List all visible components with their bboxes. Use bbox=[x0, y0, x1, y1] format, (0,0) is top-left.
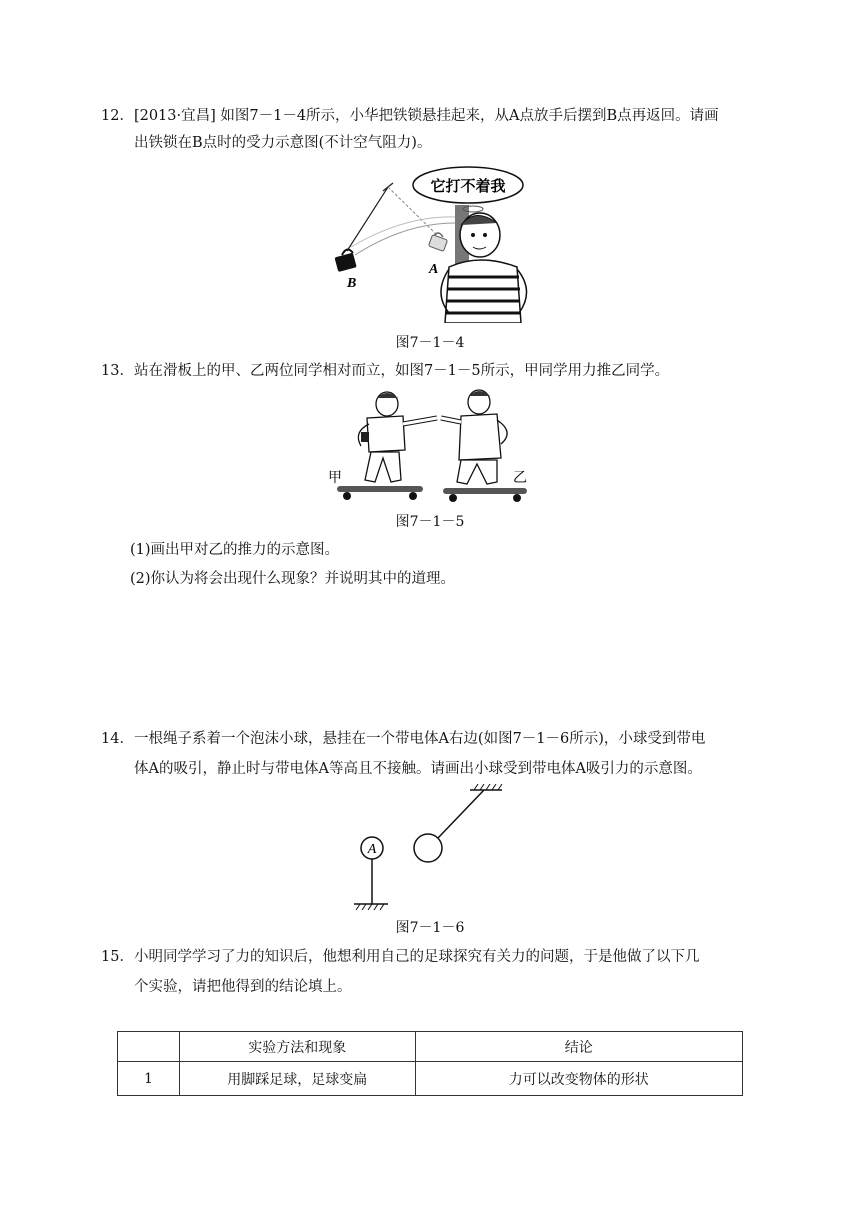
figure-7-1-4-caption: 图7－1－4 bbox=[395, 335, 465, 351]
label-yi: 乙 bbox=[513, 470, 527, 486]
figure-7-1-4 bbox=[325, 163, 535, 323]
speech-bubble-text: 它打不着我 bbox=[430, 177, 506, 195]
lock-at-b-icon bbox=[334, 249, 356, 272]
table-header-cell: 结论 bbox=[415, 1032, 742, 1062]
q12-text-line2: 出铁锁在B点时的受力示意图(不计空气阻力)。 bbox=[134, 135, 432, 151]
string bbox=[438, 790, 484, 838]
q13-sub1: (1)画出甲对乙的推力的示意图。 bbox=[130, 542, 340, 558]
table-header-row bbox=[118, 1032, 743, 1062]
table-cell: 用脚踩足球，足球变扁 bbox=[179, 1062, 415, 1096]
figure-7-1-5-caption: 图7－1－5 bbox=[395, 514, 465, 530]
figure-7-1-6 bbox=[350, 784, 510, 914]
table-cell: 力可以改变物体的形状 bbox=[415, 1062, 742, 1096]
table-cell: 1 bbox=[118, 1062, 180, 1096]
q13-sub2: (2)你认为将会出现什么现象？并说明其中的道理。 bbox=[130, 571, 456, 587]
label-a-charged: A bbox=[367, 842, 377, 857]
label-a: A bbox=[429, 262, 439, 277]
pendulum-string-b bbox=[347, 187, 388, 251]
label-jia: 甲 bbox=[328, 470, 342, 486]
table-header-cell bbox=[118, 1032, 180, 1062]
table-row bbox=[118, 1062, 743, 1096]
figure-7-1-5 bbox=[325, 388, 535, 504]
q15-text-line1: 15．小明同学学习了力的知识后，他想利用自己的足球探究有关力的问题，于是他做了以下几 bbox=[101, 949, 700, 965]
q14-text-line2: 体A的吸引，静止时与带电体A等高且不接触。请画出小球受到带电体A吸引力的示意图。 bbox=[134, 761, 702, 777]
q14-text-line1: 14．一根绳子系着一个泡沫小球，悬挂在一个带电体A右边(如图7－1－6所示)，小球受到带电 bbox=[101, 731, 706, 747]
foam-ball bbox=[414, 834, 442, 862]
student-jia-figure bbox=[337, 392, 437, 500]
ground-mount bbox=[354, 904, 388, 910]
q13-text-line1: 13．站在滑板上的甲、乙两位同学相对而立，如图7－1－5所示，甲同学用力推乙同学。 bbox=[101, 363, 670, 379]
lock-at-a-icon bbox=[428, 233, 447, 251]
label-b: B bbox=[347, 276, 357, 291]
q15-text-line2: 个实验，请把他得到的结论填上。 bbox=[134, 979, 352, 995]
figure-7-1-6-caption: 图7－1－6 bbox=[395, 920, 465, 936]
q12-text-line1: 12．[2013·宜昌] 如图7－1－4所示，小华把铁锁悬挂起来，从A点放手后摆到B点再返回。请画 bbox=[101, 108, 719, 124]
experiment-table bbox=[117, 1031, 743, 1096]
table-header-cell: 实验方法和现象 bbox=[179, 1032, 415, 1062]
ceiling-mount bbox=[470, 784, 502, 790]
